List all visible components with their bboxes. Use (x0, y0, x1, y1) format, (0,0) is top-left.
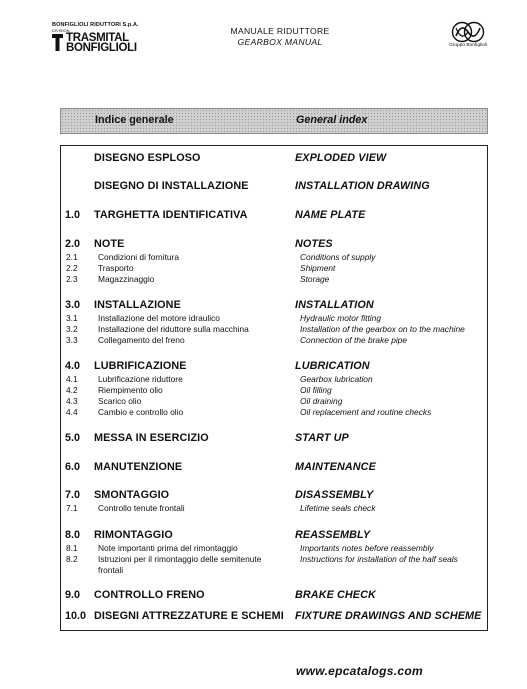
brand-mark-icon (52, 34, 64, 52)
subsection-number: 2.1 (66, 252, 78, 262)
section-number: 6.0 (65, 461, 81, 473)
section-title-it: NOTE (94, 238, 125, 250)
subsection-title-it: Condizioni di fornitura (98, 252, 180, 262)
subsection-title-it: Magazzinaggio (98, 274, 155, 284)
subsection-title-en: Lifetime seals check (300, 503, 376, 513)
section-title-en: NAME PLATE (295, 209, 366, 221)
section-number: 8.0 (65, 529, 81, 541)
subsection-number: 4.2 (66, 385, 78, 395)
section-number: 5.0 (65, 432, 81, 444)
subsection-number: 3.2 (66, 324, 78, 334)
subsection-title-en: Gearbox lubrication (300, 374, 373, 384)
subsection-title-it: Istruzioni per il rimontaggio delle semitenute (98, 554, 262, 564)
index-subentry (0, 263, 527, 274)
section-title-it: TARGHETTA IDENTIFICATIVA (94, 209, 248, 221)
subsection-title-en: Oil filling (300, 385, 332, 395)
subsection-title-it: Note importanti prima del rimontaggio (98, 543, 238, 553)
subsection-title-it: Riempimento olio (98, 385, 163, 395)
section-title-en: REASSEMBLY (295, 529, 371, 541)
section-number: 10.0 (65, 610, 87, 622)
subsection-title-it: frontali (98, 565, 124, 575)
subsection-title-en: Storage (300, 274, 330, 284)
section-title-it: DISEGNO DI INSTALLAZIONE (94, 180, 249, 192)
index-subentry (0, 565, 527, 576)
page-header (0, 0, 527, 60)
section-title-en: EXPLODED VIEW (295, 152, 387, 164)
section-title-en: FIXTURE DRAWINGS AND SCHEME (295, 610, 482, 622)
subsection-number: 8.1 (66, 543, 78, 553)
subsection-number: 2.2 (66, 263, 78, 273)
section-number: 1.0 (65, 209, 81, 221)
section-title-en: MAINTENANCE (295, 461, 376, 473)
section-title-en: START UP (295, 432, 349, 444)
index-subentry (0, 324, 527, 335)
subsection-title-it: Lubrificazione riduttore (98, 374, 183, 384)
subsection-number: 2.3 (66, 274, 78, 284)
subsection-title-it: Installazione del riduttore sulla macchina (98, 324, 249, 334)
subsection-title-en: Shipment (300, 263, 336, 273)
subsection-title-en: Oil replacement and routine checks (300, 407, 432, 417)
company-name: BONFIGLIOLI RIDUTTORI S.p.A. (52, 22, 139, 28)
index-subentry (0, 252, 527, 263)
section-number: 2.0 (65, 238, 81, 250)
group-logo (443, 21, 493, 48)
subsection-title-it: Controllo tenute frontali (98, 503, 185, 513)
index-subentry (0, 313, 527, 324)
manual-title-it: MANUALE RIDUTTORE (230, 26, 330, 36)
subsection-number: 4.1 (66, 374, 78, 384)
company-logo (52, 22, 162, 53)
section-title-en: LUBRICATION (295, 360, 370, 372)
manual-title-en: GEARBOX MANUAL (237, 37, 323, 47)
subsection-title-en: Installation of the gearbox on to the machine (300, 324, 465, 334)
subsection-number: 4.3 (66, 396, 78, 406)
index-subentry (0, 374, 527, 385)
section-title-it: DISEGNI ATTREZZATURE E SCHEMI (94, 610, 284, 622)
brand-line-2: BONFIGLIOLI (66, 42, 137, 54)
index-subentry (0, 554, 527, 565)
section-title-en: NOTES (295, 238, 333, 250)
index-subentry (0, 543, 527, 554)
section-title-en: DISASSEMBLY (295, 489, 374, 501)
index-header-en: General index (296, 114, 368, 126)
subsection-title-en: Oil draining (300, 396, 343, 406)
subsection-title-it: Trasporto (98, 263, 134, 273)
index-subentry (0, 274, 527, 285)
index-subentry (0, 385, 527, 396)
brand-wordmark (52, 33, 162, 53)
section-number: 9.0 (65, 589, 81, 601)
index-subentry (0, 407, 527, 418)
division-label: DIVISION (52, 28, 70, 33)
subsection-number: 3.1 (66, 313, 78, 323)
subsection-title-it: Collegamento del freno (98, 335, 185, 345)
subsection-title-en: Importants notes before reassembly (300, 543, 434, 553)
section-title-it: DISEGNO ESPLOSO (94, 152, 201, 164)
subsection-title-en: Conditions of supply (300, 252, 376, 262)
subsection-title-it: Cambio e controllo olio (98, 407, 184, 417)
subsection-number: 8.2 (66, 554, 78, 564)
section-title-it: MESSA IN ESERCIZIO (94, 432, 209, 444)
index-subentry (0, 335, 527, 346)
index-header-band (60, 108, 488, 134)
subsection-title-it: Scarico olio (98, 396, 142, 406)
subsection-title-en: Instructions for installation of the half seals (300, 554, 458, 564)
section-title-it: INSTALLAZIONE (94, 299, 181, 311)
watermark-url: www.epcatalogs.com (296, 664, 423, 678)
section-number: 3.0 (65, 299, 81, 311)
section-number: 7.0 (65, 489, 81, 501)
section-title-it: SMONTAGGIO (94, 489, 170, 501)
subsection-number: 7.1 (66, 503, 78, 513)
manual-title (210, 26, 350, 47)
section-title-it: RIMONTAGGIO (94, 529, 173, 541)
subsection-title-en: Hydraulic motor fitting (300, 313, 381, 323)
section-title-en: INSTALLATION DRAWING (295, 180, 430, 192)
index-subentry (0, 396, 527, 407)
group-logo-icon (448, 21, 488, 43)
index-subentry (0, 503, 527, 514)
index-header-it: Indice generale (95, 114, 174, 126)
brand-line-1: TRASMITAL (66, 32, 129, 44)
group-caption: Gruppo Bonfiglioli (449, 43, 487, 48)
section-title-it: MANUTENZIONE (94, 461, 183, 473)
subsection-title-en: Connection of the brake pipe (300, 335, 408, 345)
section-title-it: CONTROLLO FRENO (94, 589, 205, 601)
section-title-en: BRAKE CHECK (295, 589, 376, 601)
section-number: 4.0 (65, 360, 81, 372)
subsection-number: 3.3 (66, 335, 78, 345)
subsection-number: 4.4 (66, 407, 78, 417)
subsection-title-it: Installazione del motore idraulico (98, 313, 220, 323)
section-title-en: INSTALLATION (295, 299, 374, 311)
section-title-it: LUBRIFICAZIONE (94, 360, 187, 372)
